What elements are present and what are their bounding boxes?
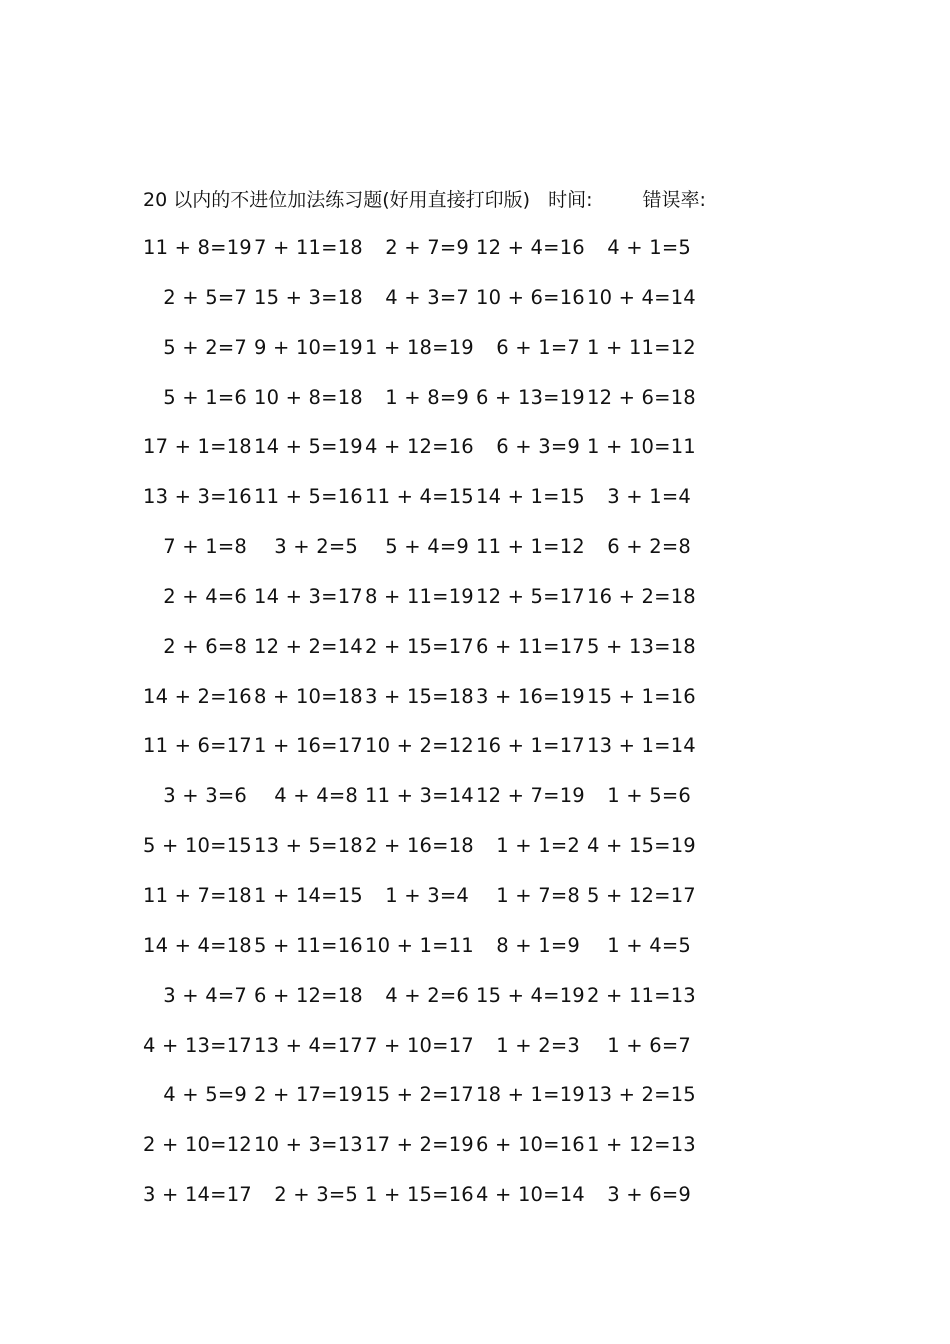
problem-item: 11 + 8=19: [143, 236, 252, 259]
problem-item: 2 + 6=8: [163, 634, 247, 658]
problem-item: 15 + 2=17: [365, 1083, 474, 1107]
problem-row: [143, 483, 743, 533]
problem-row: [143, 732, 743, 782]
problem-item: 3 + 15=18: [365, 684, 474, 708]
problem-row: [143, 1131, 743, 1181]
problem-item: 4 + 4=8: [274, 784, 358, 808]
problem-item: 5 + 10=15: [143, 834, 252, 858]
problem-item: 11 + 5=16: [254, 485, 363, 509]
problem-item: 2 + 10=12: [143, 1133, 252, 1157]
problem-item: 3 + 14=17: [143, 1183, 252, 1207]
problem-item: 7 + 11=18: [254, 236, 363, 259]
problem-item: 2 + 5=7: [163, 285, 247, 309]
problem-item: 5 + 11=16: [254, 933, 363, 957]
problem-item: 1 + 7=8: [496, 883, 580, 907]
problem-item: 6 + 10=16: [476, 1133, 585, 1157]
problem-item: 2 + 11=13: [587, 983, 696, 1007]
problem-item: 1 + 16=17: [254, 734, 363, 758]
problem-item: 2 + 4=6: [163, 584, 247, 608]
problem-item: 17 + 1=18: [143, 435, 252, 459]
problem-item: 12 + 2=14: [254, 634, 363, 658]
problem-item: 5 + 4=9: [385, 535, 469, 559]
problem-item: 15 + 1=16: [587, 684, 696, 708]
problem-row: [143, 234, 743, 284]
problem-item: 1 + 14=15: [254, 883, 363, 907]
problem-item: 3 + 1=4: [607, 485, 691, 509]
problem-item: 1 + 4=5: [607, 933, 691, 957]
problem-row: [143, 583, 743, 633]
problem-item: 13 + 5=18: [254, 834, 363, 858]
problem-item: 18 + 1=19: [476, 1083, 585, 1107]
problem-item: 10 + 8=18: [254, 385, 363, 409]
problem-item: 3 + 2=5: [274, 535, 358, 559]
problem-item: 7 + 10=17: [365, 1033, 474, 1057]
problem-item: 14 + 5=19: [254, 435, 363, 459]
problem-item: 3 + 6=9: [607, 1183, 691, 1207]
problem-item: 10 + 3=13: [254, 1133, 363, 1157]
problem-row: [143, 433, 743, 483]
problem-row: [143, 384, 743, 434]
problem-row: [143, 882, 743, 932]
problem-item: 3 + 3=6: [163, 784, 247, 808]
problem-item: 12 + 6=18: [587, 385, 696, 409]
problem-item: 13 + 3=16: [143, 485, 252, 509]
problem-item: 2 + 15=17: [365, 634, 474, 658]
problem-item: 8 + 1=9: [496, 933, 580, 957]
problem-item: 14 + 1=15: [476, 485, 585, 509]
problem-row: [143, 284, 743, 334]
problem-item: 4 + 3=7: [385, 285, 469, 309]
problem-row: [143, 1032, 743, 1082]
problem-item: 14 + 3=17: [254, 584, 363, 608]
error-rate-label: 错误率:: [642, 189, 706, 211]
problem-item: 1 + 8=9: [385, 385, 469, 409]
problem-item: 4 + 15=19: [587, 834, 696, 858]
problem-item: 4 + 13=17: [143, 1033, 252, 1057]
problem-item: 2 + 16=18: [365, 834, 474, 858]
problem-item: 4 + 2=6: [385, 983, 469, 1007]
problem-item: 1 + 3=4: [385, 883, 469, 907]
problem-item: 7 + 1=8: [163, 535, 247, 559]
time-label: 时间:: [548, 189, 593, 211]
problem-item: 13 + 2=15: [587, 1083, 696, 1107]
problem-row: [143, 932, 743, 982]
problem-item: 13 + 4=17: [254, 1033, 363, 1057]
problem-item: 2 + 17=19: [254, 1083, 363, 1107]
problem-item: 6 + 2=8: [607, 535, 691, 559]
problem-item: 14 + 4=18: [143, 933, 252, 957]
problem-item: 16 + 1=17: [476, 734, 585, 758]
problem-item: 1 + 2=3: [496, 1033, 580, 1057]
problem-row: [143, 533, 743, 583]
problem-item: 1 + 11=12: [587, 335, 696, 359]
problem-item: 12 + 7=19: [476, 784, 585, 808]
problem-item: 16 + 2=18: [587, 584, 696, 608]
problem-item: 6 + 3=9: [496, 435, 580, 459]
problem-item: 9 + 10=19: [254, 335, 363, 359]
problem-item: 4 + 12=16: [365, 435, 474, 459]
problem-item: 5 + 2=7: [163, 335, 247, 359]
problem-row: [143, 633, 743, 683]
problem-item: 6 + 1=7: [496, 335, 580, 359]
problem-item: 1 + 12=13: [587, 1133, 696, 1157]
problem-item: 10 + 1=11: [365, 933, 474, 957]
problem-item: 17 + 2=19: [365, 1133, 474, 1157]
problem-item: 10 + 2=12: [365, 734, 474, 758]
problem-item: 4 + 5=9: [163, 1083, 247, 1107]
problem-item: 1 + 10=11: [587, 435, 696, 459]
problem-item: 11 + 6=17: [143, 734, 252, 758]
problem-item: 11 + 3=14: [365, 784, 474, 808]
problem-item: 5 + 12=17: [587, 883, 696, 907]
problem-row: [143, 832, 743, 882]
problem-item: 6 + 13=19: [476, 385, 585, 409]
problem-item: 6 + 11=17: [476, 634, 585, 658]
problem-item: 5 + 1=6: [163, 385, 247, 409]
problem-item: 10 + 4=14: [587, 285, 696, 309]
problem-item: 8 + 11=19: [365, 584, 474, 608]
page-title: 20 以内的不进位加法练习题(好用直接打印版): [143, 189, 531, 211]
problem-grid: [143, 234, 743, 1231]
problem-row: [143, 982, 743, 1032]
problem-item: 15 + 4=19: [476, 983, 585, 1007]
problem-item: 8 + 10=18: [254, 684, 363, 708]
problem-item: 12 + 5=17: [476, 584, 585, 608]
problem-row: [143, 1081, 743, 1131]
problem-item: 4 + 10=14: [476, 1183, 585, 1207]
problem-item: 11 + 7=18: [143, 883, 252, 907]
problem-item: 11 + 4=15: [365, 485, 474, 509]
problem-item: 11 + 1=12: [476, 535, 585, 559]
problem-item: 1 + 6=7: [607, 1033, 691, 1057]
problem-item: 12 + 4=16: [476, 236, 585, 259]
problem-item: 1 + 15=16: [365, 1183, 474, 1207]
problem-item: 3 + 4=7: [163, 983, 247, 1007]
worksheet-header: [143, 186, 706, 214]
problem-item: 15 + 3=18: [254, 285, 363, 309]
problem-item: 1 + 18=19: [365, 335, 474, 359]
problem-item: 6 + 12=18: [254, 983, 363, 1007]
problem-row: [143, 683, 743, 733]
problem-row: [143, 1181, 743, 1231]
problem-item: 10 + 6=16: [476, 285, 585, 309]
problem-row: [143, 782, 743, 832]
problem-item: 1 + 1=2: [496, 834, 580, 858]
problem-item: 2 + 3=5: [274, 1183, 358, 1207]
problem-item: 5 + 13=18: [587, 634, 696, 658]
problem-item: 13 + 1=14: [587, 734, 696, 758]
problem-item: 4 + 1=5: [607, 236, 691, 259]
problem-item: 14 + 2=16: [143, 684, 252, 708]
problem-item: 1 + 5=6: [607, 784, 691, 808]
problem-row: [143, 334, 743, 384]
problem-item: 2 + 7=9: [385, 236, 469, 259]
problem-item: 3 + 16=19: [476, 684, 585, 708]
